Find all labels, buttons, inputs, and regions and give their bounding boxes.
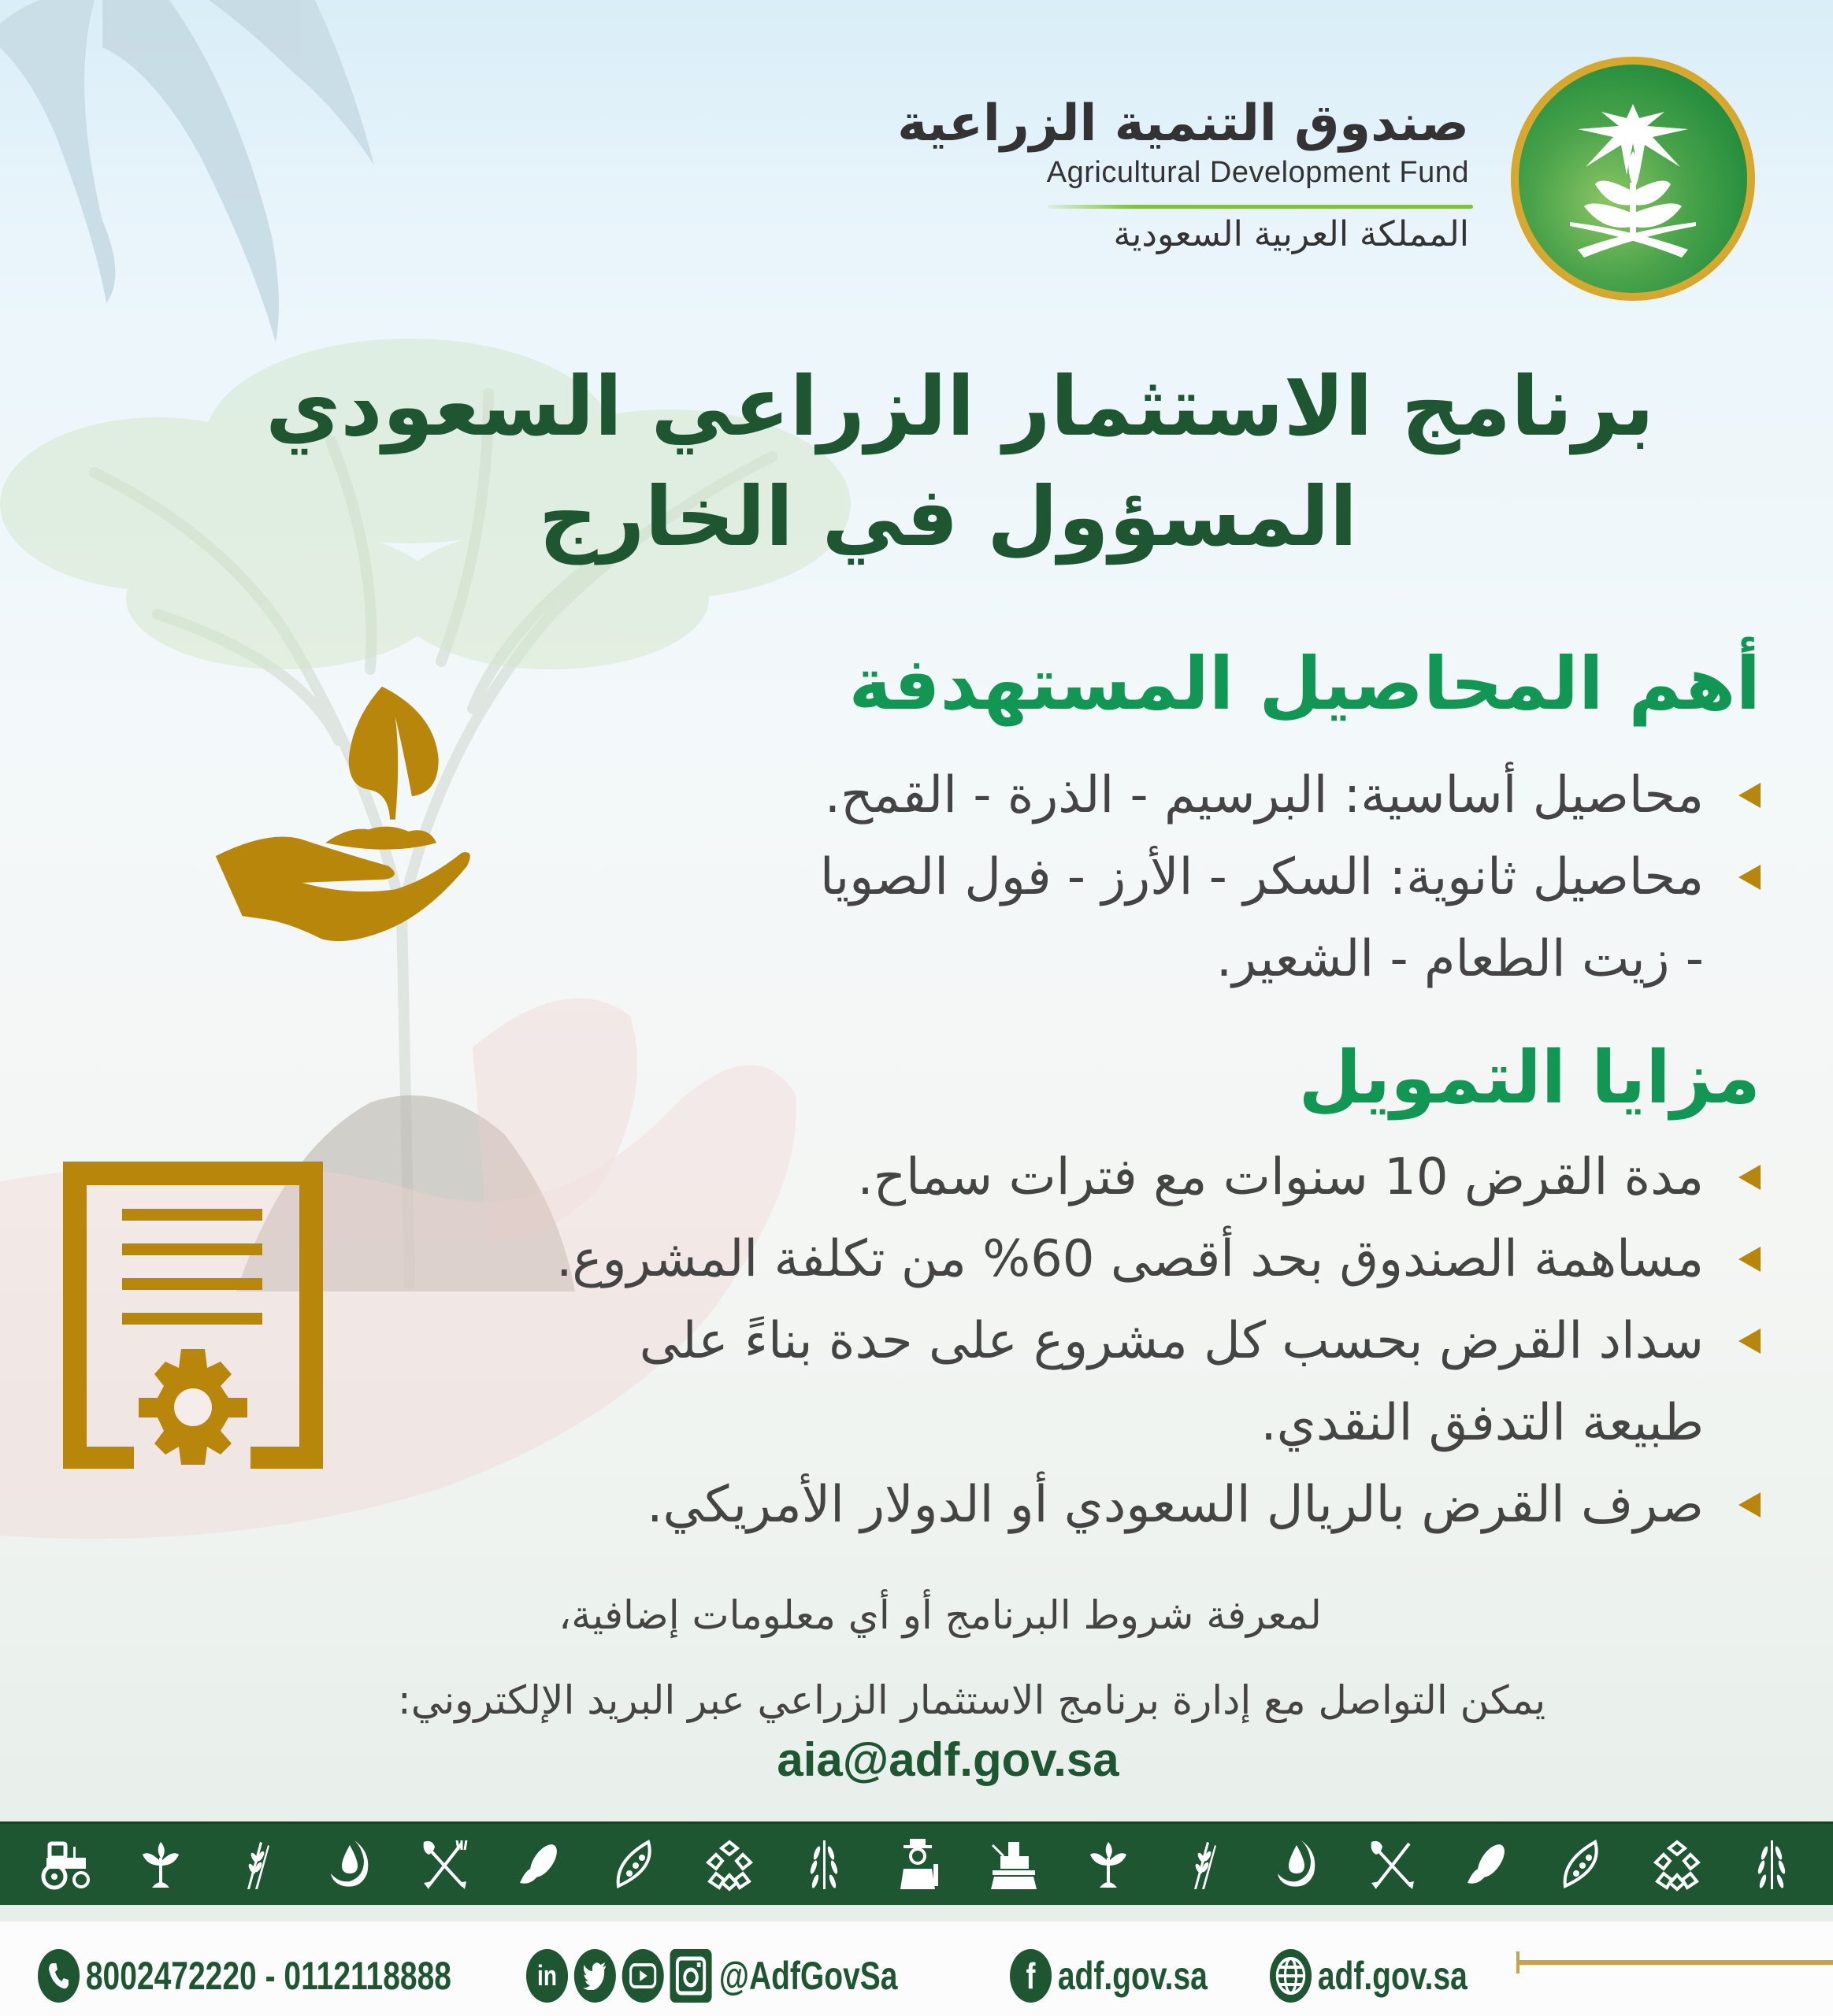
list-item: صرف القرض بالريال السعودي أو الدولار الأمريكي. bbox=[556, 1464, 1761, 1546]
contact-email-link[interactable]: aia@adf.gov.sa bbox=[777, 1733, 1119, 1786]
youtube-icon[interactable] bbox=[622, 1949, 664, 2003]
rice-icon bbox=[1743, 1836, 1800, 1893]
gold-divider-tick bbox=[1516, 1951, 1519, 1973]
page-title-line-1: برنامج الاستثمار الزراعي السعودي bbox=[265, 358, 1655, 454]
twitter-icon[interactable] bbox=[574, 1949, 616, 2003]
hand-holding-plant-icon bbox=[189, 660, 488, 959]
water-drop-icon bbox=[322, 1836, 379, 1893]
cubes-icon bbox=[701, 1836, 758, 1893]
bullet-arrow-icon bbox=[1738, 783, 1761, 808]
corn-icon bbox=[1459, 1836, 1516, 1893]
plant-icon bbox=[132, 1836, 189, 1893]
bullet-arrow-icon bbox=[1738, 1492, 1761, 1518]
contact-footer bbox=[0, 1922, 1833, 2016]
list-item: مساهمة الصندوق بحد أقصى 60% من تكلفة المشروع. bbox=[556, 1218, 1761, 1300]
bullet-arrow-icon bbox=[1738, 1329, 1761, 1354]
financing-list bbox=[556, 1136, 1761, 1546]
crops-list bbox=[820, 754, 1761, 1000]
gold-divider-line bbox=[1516, 1960, 1833, 1965]
instagram-icon[interactable] bbox=[670, 1949, 712, 2003]
tractor-icon bbox=[38, 1836, 95, 1893]
list-item-continuation: طبيعة التدفق النقدي. bbox=[1260, 1394, 1704, 1452]
linkedin-icon[interactable]: in bbox=[526, 1949, 568, 2003]
wheat-icon bbox=[1174, 1836, 1231, 1893]
org-name-english: Agricultural Development Fund bbox=[1046, 156, 1469, 189]
list-item: محاصيل ثانوية: السكر - الأرز - فول الصويا bbox=[820, 836, 1761, 918]
bullet-arrow-icon bbox=[1738, 1165, 1761, 1190]
globe-icon bbox=[1270, 1949, 1312, 2003]
wheat-icon bbox=[228, 1836, 284, 1893]
water-drop-icon bbox=[1269, 1836, 1326, 1893]
facebook-icon: f bbox=[1010, 1949, 1052, 2003]
peas-icon bbox=[1553, 1836, 1610, 1893]
certificate-gear-icon bbox=[63, 1162, 323, 1469]
brand-divider bbox=[1048, 205, 1473, 209]
contact-line-1: لمعرفة شروط البرنامج أو أي معلومات إضافية، bbox=[558, 1592, 1322, 1638]
social-handle[interactable]: @AdfGovSa bbox=[718, 1954, 898, 1998]
corn-icon bbox=[511, 1836, 568, 1893]
palm-swords-plant-icon bbox=[1546, 88, 1720, 269]
phone-link[interactable]: 8002472220 - 0112118888 bbox=[38, 1949, 451, 2003]
contact-line-2: يمكن التواصل مع إدارة برنامج الاستثمار الزراعي عبر البريد الإلكتروني: bbox=[397, 1677, 1546, 1723]
list-item: سداد القرض بحسب كل مشروع على حدة بناءً على bbox=[556, 1300, 1761, 1382]
list-item: مدة القرض 10 سنوات مع فترات سماح. bbox=[556, 1136, 1761, 1218]
plant-icon bbox=[1080, 1836, 1137, 1893]
agriculture-icon-strip bbox=[0, 1821, 1833, 1905]
social-links bbox=[526, 1949, 897, 2003]
page-title-line-2: المسؤول في الخارج bbox=[538, 469, 1358, 565]
list-item: محاصيل أساسية: البرسيم - الذرة - القمح. bbox=[820, 754, 1761, 836]
farmer-icon bbox=[890, 1836, 947, 1893]
website-link[interactable]: adf.gov.sa bbox=[1270, 1949, 1468, 2003]
facebook-link[interactable]: f adf.gov.sa bbox=[1010, 1949, 1208, 2003]
peas-icon bbox=[607, 1836, 663, 1893]
shovel-fork-icon bbox=[417, 1836, 473, 1893]
bullet-arrow-icon bbox=[1738, 865, 1761, 890]
adf-logo bbox=[1511, 57, 1755, 301]
shovel-fork-icon bbox=[1364, 1836, 1421, 1893]
country-name: المملكة العربية السعودية bbox=[1113, 214, 1469, 254]
rice-icon bbox=[796, 1836, 852, 1893]
cubes-icon bbox=[1649, 1836, 1705, 1893]
bullet-arrow-icon bbox=[1738, 1247, 1761, 1272]
org-name-arabic: صندوق التنمية الزراعية bbox=[897, 94, 1469, 153]
harvester-icon bbox=[985, 1836, 1042, 1893]
phone-icon bbox=[38, 1949, 80, 2003]
crops-heading: أهم المحاصيل المستهدفة bbox=[848, 642, 1761, 726]
list-item-continuation: - زيت الطعام - الشعير. bbox=[1215, 930, 1704, 988]
financing-heading: مزايا التمويل bbox=[1298, 1036, 1761, 1120]
